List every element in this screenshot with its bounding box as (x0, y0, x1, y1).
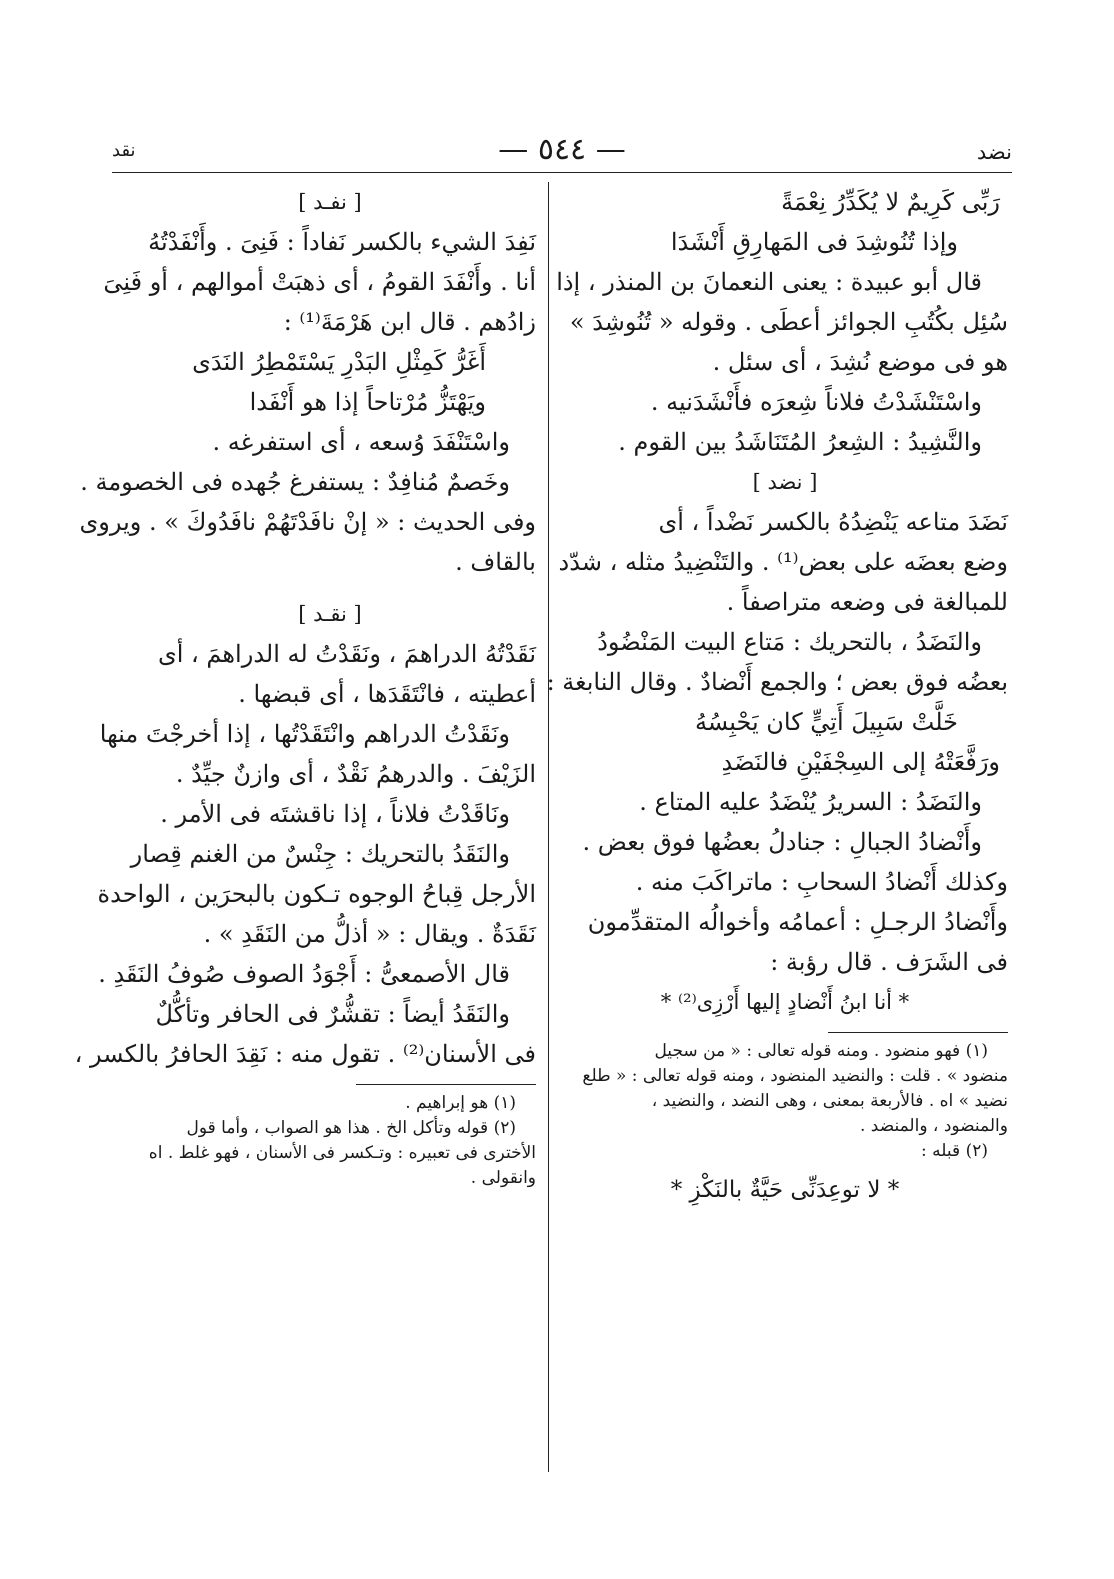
text-line: والنَّشِيدُ : الشِعرُ المُتَنَاشَدُ بين القوم . (618, 428, 982, 456)
footnote-rule (828, 1032, 1008, 1033)
text-line: أنا . وأَنْفَدَ القومُ ، أى ذهبَتْ أموالهم ، أو فَنِىَ (103, 268, 536, 296)
text-line: واسْتَنْفَدَ وُسعه ، أى استفرغه . (212, 428, 510, 456)
text-line: أعطيته ، فانْتَقَدَها ، أى قبضها . (238, 680, 536, 708)
text-line: نَقَدَةٌ . ويقال : « أذلُّ من النَقَدِ » . (203, 920, 536, 948)
entry-heading: [ نفـد ] (298, 190, 362, 214)
verse-line: أَغَرُّ كَمِثْلِ البَدْرِ يَسْتَمْطِرُ النَدَى (192, 348, 486, 376)
text-line: قال أبو عبيدة : يعنى النعمانَ بن المنذر ، إذا (556, 268, 982, 296)
text-line: ونَاقَدْتُ فلاناً ، إذا ناقشتَه فى الأمر . (160, 800, 510, 828)
text-line: ونَقَدْتُ الدراهم وانْتَقَدْتُها ، إذا أخرجْتَ منها (99, 720, 510, 748)
text-line: قال الأصمعىُّ : أَجْوَدُ الصوف صُوفُ النَقَدِ . (98, 960, 510, 988)
header-rule (112, 172, 1012, 173)
text-line: بعضُه فوق بعض ؛ والجمع أَنْضادٌ . وقال النابغة : (546, 668, 1008, 696)
footnote-line: (٢) قبله : (921, 1141, 988, 1161)
footnote-line: (٢) قوله وتأكل الخ . هذا هو الصواب ، وأما قول (186, 1118, 516, 1138)
verse-line: وإذا تُنُوشِدَ فى المَهارِقِ أَنْشَدَا (670, 228, 958, 256)
footnote-line: نضيد » اه . فالأربعة بمعنى ، وهى النضد ، والنضيد ، (651, 1091, 1008, 1111)
footnote-line: والمنضود ، والمنضد . (859, 1116, 1008, 1136)
text-line: بالقاف . (455, 548, 536, 576)
text-line: الأرجل قِباحُ الوجوه تـكون بالبحرَين ، الواحدة (97, 880, 536, 908)
text-line: واسْتَنْشَدْتُ فلاناً شِعرَه فأَنْشَدَنيه . (650, 388, 982, 416)
text-line: والنَضَدُ : السريرُ يُنْضَدُ عليه المتاع . (639, 788, 982, 816)
page-number: — ٥٤٤ — (498, 132, 626, 167)
footnote-line: (١) هو إبراهيم . (405, 1093, 516, 1113)
left-column (74, 182, 536, 1191)
entry-heading: [ نضد ] (752, 470, 818, 494)
text-line: وفى الحديث : « إنْ نافَدْتَهُمْ نافَدُوكَ » . ويروى (79, 508, 536, 536)
verse-line: خَلَّتْ سَبِيلَ أَتِيٍّ كان يَحْبِسُهُ (694, 708, 958, 736)
text-line: سُئِل بكُتُبِ الجوائز أعطَى . وقوله « تُنُوشِدَ » (569, 308, 1008, 336)
text-line: فى الأسنان⁽²⁾ . تقول منه : نَقِدَ الحافرُ بالكسر ، (74, 1040, 536, 1068)
text-line: الزَيْفَ . والدرهمُ نَقْدٌ ، أى وازنٌ جيِّدٌ . (175, 760, 536, 788)
footnote-line: وانقولى . (470, 1168, 536, 1188)
page-header (112, 132, 1012, 172)
text-line: هو فى موضع نُشِدَ ، أى سئل . (712, 348, 1008, 376)
running-head-left: نقد (112, 140, 136, 161)
text-line: وكذلك أَنْضادُ السحابِ : ماتراكَبَ منه . (635, 868, 1008, 896)
entry-heading: [ نقـد ] (298, 602, 362, 626)
text-line: نَفِدَ الشيء بالكسر نَفاداً : فَنِىَ . وأَنْفَدْتُهُ (148, 228, 536, 256)
text-line: وأَنْضادُ الرجـلِ : أعمامُه وأخوالُه المتقدِّمون (587, 908, 1008, 936)
column-divider (548, 182, 549, 1472)
right-column (546, 182, 1008, 1210)
footnote-line: الأخترى فى تعبيره : وتـكسر فى الأسنان ، فهو غلط . اه (148, 1143, 536, 1163)
text-line: للمبالغة فى وضعه متراصفاً . (726, 588, 1008, 616)
text-line: فى الشَرَف . قال رؤبة : (770, 948, 1008, 976)
footnote-line: (١) فهو منضود . ومنه قوله تعالى : « من سجيل (654, 1041, 988, 1061)
text-line: نَقَدْتُهُ الدراهمَ ، ونَقَدْتُ له الدراهمَ ، أى (157, 640, 536, 668)
text-line: والنَضَدُ ، بالتحريك : مَتاع البيت المَنْضُودُ (597, 628, 982, 656)
verse-line: ويَهْتَزُّ مُرْتاحاً إذا هو أَنْفَدا (249, 388, 486, 416)
footnote-verse: * لا توعِدَنِّى حَيَّةٌ بالنَكْزِ * (670, 1177, 900, 1203)
text-line: وخَصمٌ مُنافِدٌ : يستفرغ جُهده فى الخصومة . (80, 468, 510, 496)
text-line: وأَنْضادُ الجبالِ : جنادلُ بعضُها فوق بعض . (582, 828, 982, 856)
verse-line: رَبِّى كَرِيمٌ لا يُكَدِّرُ نِعْمَةً (781, 188, 1000, 216)
footnote-rule (356, 1084, 536, 1085)
text-line: نَضَدَ متاعه يَنْضِدُهُ بالكسر نَضْداً ، أى (658, 508, 1008, 536)
text-line: زادُهم . قال ابن هَرْمَةَ⁽¹⁾ : (283, 308, 536, 336)
verse-line: ورَفَّعَتْهُ إلى السِجْفَيْنِ فالنَضَدِ (721, 748, 1000, 776)
verse-line: * أنا ابنُ أَنْضادٍ إليها أَرْزِى⁽²⁾ * (660, 990, 910, 1014)
footnote-line: منضود » . قلت : والنضيد المنضود ، ومنه قوله تعالى : « طلع (582, 1066, 1008, 1086)
running-head-right: نضد (976, 140, 1012, 164)
text-line: والنَقَدُ أيضاً : تقشُّرٌ فى الحافر وتأكُّلٌ (155, 1000, 510, 1028)
text-line: وضع بعضَه على بعض⁽¹⁾ . والتَنْضِيدُ مثله ، شدّد (558, 548, 1008, 576)
text-line: والنَقَدُ بالتحريك : جِنْسٌ من الغنم قِصار (130, 840, 510, 868)
